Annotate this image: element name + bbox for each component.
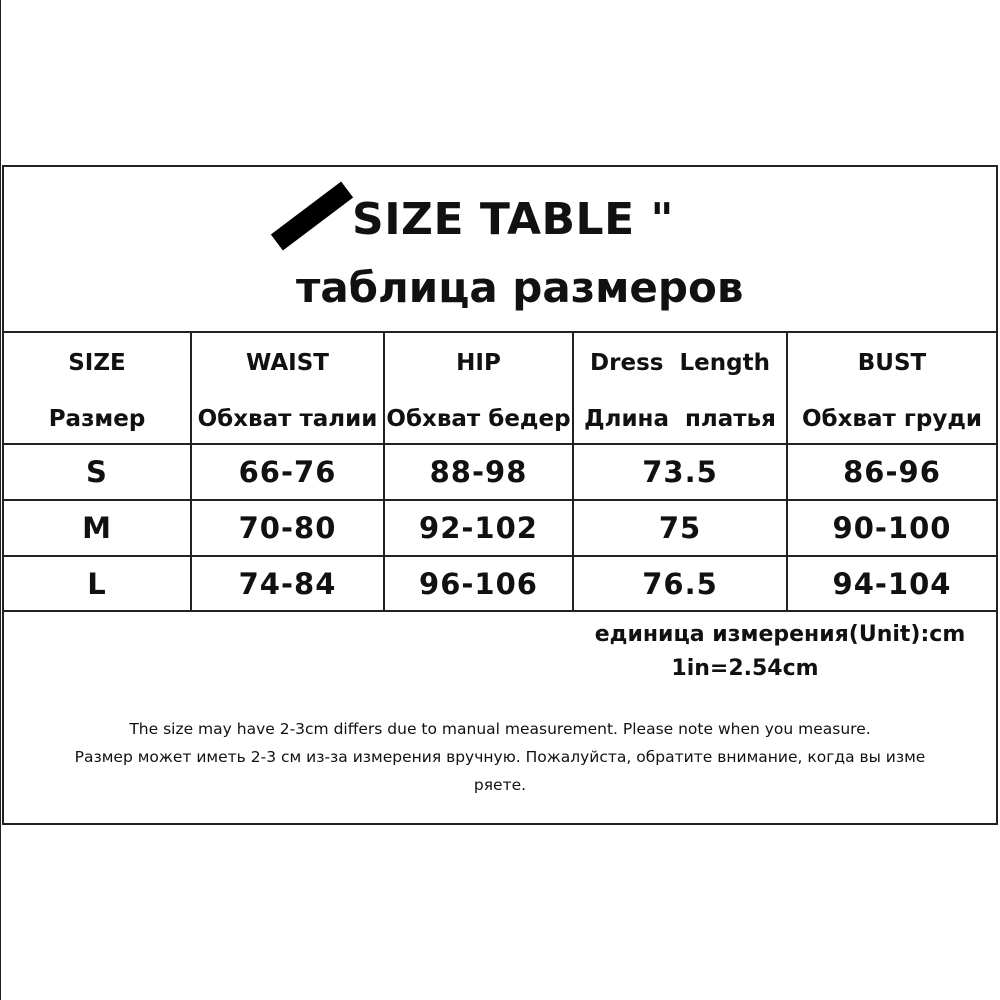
disclaimer-russian-continued: ряете.: [473, 776, 527, 794]
title-english: SIZE TABLE ": [352, 194, 674, 245]
title-russian: таблица размеров: [296, 263, 744, 312]
bust-cell-m: 90-100: [832, 511, 952, 545]
size-cell-s: S: [86, 455, 108, 489]
unit-note: единица измерения(Unit):cm: [594, 622, 966, 647]
header-bust: BUST: [857, 350, 927, 376]
header-waist: WAIST: [246, 350, 329, 376]
dress-length-cell-s: 73.5: [642, 455, 718, 489]
table-top-border: [2, 331, 998, 333]
hip-cell-m: 92-102: [419, 511, 538, 545]
size-cell-l: L: [87, 566, 107, 601]
header-hip: HIP: [456, 350, 501, 376]
waist-cell-m: 70-80: [238, 511, 337, 545]
bust-cell-s: 86-96: [843, 455, 941, 489]
hip-cell-l: 96-106: [419, 566, 538, 601]
dress-length-cell-m: 75: [658, 511, 702, 545]
header-bust-ru: Обхват груди: [801, 406, 983, 432]
waist-cell-s: 66-76: [238, 455, 337, 489]
page-edge-line: [0, 0, 1, 1000]
table-bottom-border: [2, 610, 998, 612]
bust-cell-l: 94-104: [832, 566, 952, 601]
header-dress-length: Dress Length: [590, 350, 770, 376]
header-size: SIZE: [68, 350, 126, 376]
waist-cell-l: 74-84: [238, 566, 337, 601]
dress-length-cell-l: 76.5: [642, 566, 718, 601]
header-dress-length-ru: Длина платья: [584, 406, 776, 432]
disclaimer-english: The size may have 2-3cm differs due to manual measurement. Please note when you measure.: [129, 720, 871, 738]
size-cell-m: M: [82, 511, 112, 545]
header-size-ru: Размер: [48, 406, 146, 432]
header-hip-ru: Обхват бедер: [386, 406, 571, 432]
header-waist-ru: Обхват талии: [197, 406, 378, 432]
disclaimer-russian: Размер может иметь 2-3 см из-за измерения вручную. Пожалуйста, обратите внимание, когда вы изме: [74, 748, 926, 766]
inch-conversion-note: 1in=2.54cm: [671, 656, 819, 681]
hip-cell-s: 88-98: [429, 455, 528, 489]
